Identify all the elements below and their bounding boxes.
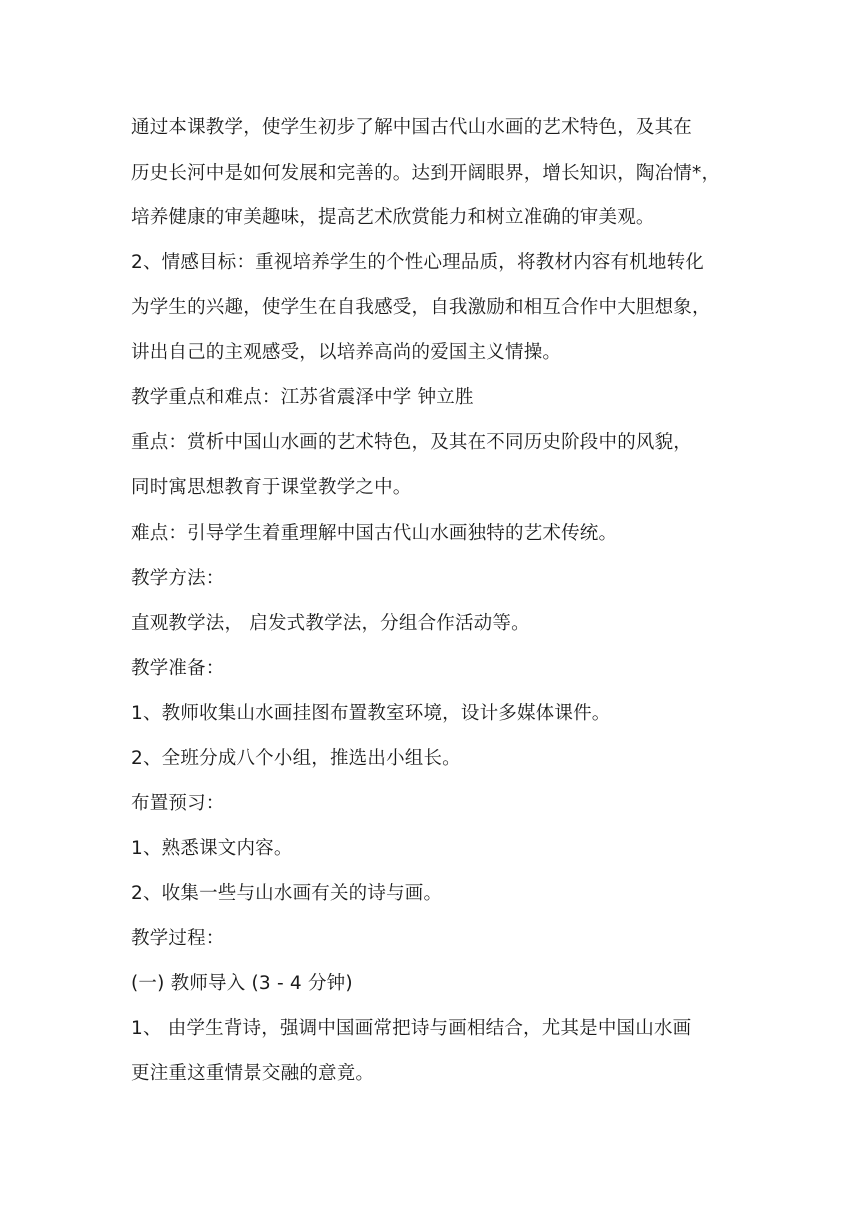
heading-line: 教学重点和难点：江苏省震泽中学 钟立胜	[131, 387, 474, 408]
section-heading: 布置预习：	[131, 793, 225, 814]
section-heading: 教学方法：	[131, 568, 225, 589]
list-item: 2、全班分成八个小组，推选出小组长。	[131, 748, 461, 769]
paragraph-line: 2、情感目标：重视培养学生的个性心理品质，将教材内容有机地转化	[131, 252, 704, 273]
paragraph-line: 为学生的兴趣，使学生在自我感受，自我激励和相互合作中大胆想象，	[131, 297, 711, 318]
subsection-heading: (一) 教师导入 (3 - 4 分钟)	[131, 973, 353, 994]
list-item: 1、教师收集山水画挂图布置教室环境，设计多媒体课件。	[131, 703, 611, 724]
paragraph-line: 难点：引导学生着重理解中国古代山水画独特的艺术传统。	[131, 523, 618, 544]
paragraph-line: 同时寓思想教育于课堂教学之中。	[131, 477, 412, 498]
paragraph-line: 历史长河中是如何发展和完善的。达到开阔眼界，增长知识，陶冶情*，	[131, 163, 721, 184]
section-heading: 教学准备：	[131, 658, 225, 679]
paragraph-line: 培养健康的审美趣味，提高艺术欣赏能力和树立准确的审美观。	[131, 207, 655, 228]
paragraph-line: 通过本课教学，使学生初步了解中国古代山水画的艺术特色，及其在	[131, 117, 693, 138]
paragraph-line: 讲出自己的主观感受，以培养高尚的爱国主义情操。	[131, 342, 562, 363]
section-heading: 教学过程：	[131, 928, 225, 949]
paragraph-line: 重点：赏析中国山水画的艺术特色，及其在不同历史阶段中的风貌，	[131, 432, 693, 453]
paragraph-line: 更注重这重情景交融的意竟。	[131, 1063, 375, 1084]
paragraph-line: 直观教学法， 启发式教学法，分组合作活动等。	[131, 613, 530, 634]
list-item: 2、收集一些与山水画有关的诗与画。	[131, 883, 443, 904]
list-item: 1、 由学生背诗，强调中国画常把诗与画相结合，尤其是中国山水画	[131, 1018, 692, 1039]
list-item: 1、熟悉课文内容。	[131, 838, 293, 859]
